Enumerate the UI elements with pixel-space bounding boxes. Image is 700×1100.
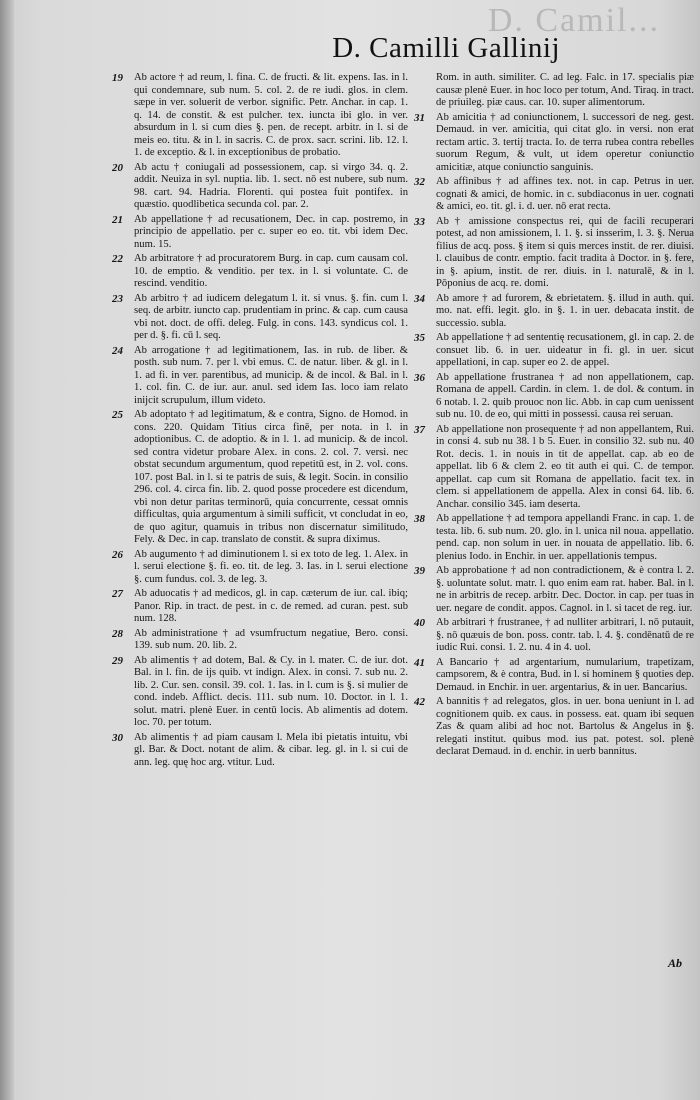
entry-text: Ab augumento † ad diminutionem l. si ex toto de leg. 1. Alex. in l. serui electione §. fi. eo. tit. de leg. 3. Ias. in l. serui electione §. cum fundus. col. 3. de leg. 3. [134, 548, 408, 585]
entry-text: Ab affinibus † ad affines tex. not. in cap. Petrus in uer. cognati & amici, de homic. in c. subdiaconus in uer. cognati & amici, eo. tit. gl. i. d. uer. nō erat recta. [436, 176, 694, 212]
bleed-through-header: D. Camil... [487, 2, 660, 39]
entry-number: 26 [112, 548, 123, 561]
entry-text: Ab arbitratore † ad procuratorem Burg. in cap. cum causam col. 10. de emptio. & venditio. per tex. in l. si voluntate. C. de rescind. venditio. [134, 253, 408, 289]
entry [112, 628, 408, 653]
entry-text: A Bancario † ad argentarium, numularium, trapetizam, campsorem, & è contra, Bud. in l. si hominem § quoties dep. Demaud. in Enchir. in uer. argentarius, & in uer. Bancarius. [436, 656, 694, 693]
entry-number: 21 [112, 213, 123, 226]
entry-text: Ab appellatione † ad tempora appellandi Franc. in cap. 1. de testa. lib. 6. sub num. 20. glo. in l. unica nil noua. appellatio. pend. cap. non solum in uer. in nouata de appellatio. lib. 6. plenius Iodo. in Enchir. in uer. appellationis tempus. [436, 513, 694, 562]
entry-text: Ab actu † coniugali ad possessionem, cap. si virgo 34. q. 2. addit. Neuiza in syl. nuptia. lib. 1. sect. nō est nubere, sub num. 98. cart. 94. Hadria. Florenti. qui postea fuit pontifex. in quæstio. quodlibetica secunda col. par. 2. [134, 161, 408, 210]
entry-text: Ab amore † ad furorem, & ebrietatem. §. illud in auth. qui. mo. nat. effi. legit. glo. in §. 1. in uer. debacata instit. de successio. subla. [436, 292, 694, 329]
entry [112, 214, 408, 252]
entry [414, 696, 694, 759]
entry-number: 28 [112, 627, 123, 640]
entry-number: 40 [414, 617, 425, 629]
entry [112, 732, 408, 770]
entry-text: Ab appellatione non prosequente † ad non appellantem, Rui. in consi 4. sub nu 38. l b 5. Euer. in consilio 32. sub nu. 40 Rot. decis. 1. in nouis in tit de appellat. cap. ab eo de appellat. lib 6 & clem 2. eo tit auth ei qui. C. de tempor. appellat. cap cum sit Romana de appellatio. facit tex. in clem. si appellationem de appella. Alex in consi 64. lib. 6. Anchar. consilio 345. iam deserta. [436, 423, 694, 510]
entry-text: Rom. in auth. similiter. C. ad leg. Falc. in 17. specialis piæ causæ plenè Euer. in hoc loco per totum, And. Tiraq. in tract. de priuileg. piæ caus. car. 10. super alimentorum. [436, 72, 694, 108]
entry-number: 27 [112, 588, 123, 600]
entry-number: 19 [112, 72, 123, 84]
entry-number: 33 [414, 215, 425, 228]
entry-number: 35 [414, 332, 425, 344]
running-header: D. Camilli Gallinij [332, 32, 560, 64]
entry-text: Ab appellatione † ad recusationem, Dec. in cap. postremo, in principio de appellatio. per c. super eo eo. tit. vbi idem Dec. num. 15. [134, 213, 408, 250]
left-column [112, 72, 408, 771]
entry [112, 293, 408, 343]
entry-number: 34 [414, 292, 425, 305]
entry-text: Ab arrogatione † ad legitimationem, Ias. in rub. de liber. & posth. sub num. 7. per l. vbi emus. C. de natur. liber. & gl. in l. 1. ad fi. in ver. parentibus, ad municip. & de incol. & Bal. in l. 1. col. fin. C. de iur. aur. anul. sed idem Ias. loco iam relato inijcit scrupulum, illum videto. [134, 344, 408, 406]
entry-text: Ab administratione † ad vsumfructum negatiue, Bero. consi. 139. sub num. 20. lib. 2. [134, 627, 408, 651]
right-column [414, 72, 694, 761]
entry-text: Ab † amissione conspectus rei, qui de facili recuperari potest, ad non amissionem, l. 1. §. si insserim, l. 3. §. Nerua filius de acq. poss. § item si quis merces instit. de rer. diuisi. l. clauibus de contr. emptio. facit tradita à Doctor. in §. fere, in §. apium, instit. de rer. diuis. in l. naturalē, & in l. Pōponius de acq. re. domi. [436, 215, 694, 289]
entry-number: 36 [414, 371, 425, 384]
entry [112, 345, 408, 408]
entry-text: Ab aduocatis † ad medicos, gl. in cap. cæterum de iur. cal. ibiq; Panor. Rip. in tract. de pest. in c. de remed. ad curan. pest. sub num. 128. [134, 588, 408, 624]
entry-number: 37 [414, 423, 425, 436]
entry [112, 588, 408, 626]
entry [414, 72, 694, 110]
entry [414, 332, 694, 370]
page-spine-shadow [0, 0, 14, 1100]
catchword: Ab [667, 956, 682, 970]
entry [112, 549, 408, 587]
entry [112, 409, 408, 547]
entry-number: 42 [414, 696, 425, 708]
entry [112, 655, 408, 730]
entry [414, 293, 694, 331]
entry-text: Ab arbitro † ad iudicem delegatum l. it. si vnus. §. fin. cum l. seq. de arbitr. iuncto cap. prudentiam in princ. & cap. cum causa vbi not. doct. de offi. deleg. Fulg. in cons. 143. syndicus col. 1. per d. §. fi. cū l. seq. [134, 292, 408, 341]
entry [414, 176, 694, 214]
entry-number: 25 [112, 409, 123, 421]
entry-number: 30 [112, 731, 123, 744]
entry-number: 32 [414, 176, 425, 188]
entry-text: Ab alimentis † ad dotem, Bal. & Cy. in l. mater. C. de iur. dot. Bal. in l. fin. de ijs quib. vt indign. Alex. in consi. 7. sub nu. 2. lib. 2. Cur. sen. consil. 39. col. 1. Ias. in l. cum is §. si mulier de cond. indeb. Afflict. decis. 111. sub num. 10. Doctor. in l. 1. solut. matri. plenè Euer. in centū locis. Ab alimentis ad dotem. loc. 70. per totum. [134, 654, 408, 728]
entry-text: Ab amicitia † ad coniunctionem, l. successori de neg. gest. Demaud. in ver. amicitia, qui citat glo. in versi. non erat rectam artic. 3. tertij tracta. Io. de terra rubea contra rebelles suorum Regum, & vult, ut idem operetur coniunctio amicitiæ, atque coniunctio sanguinis. [436, 111, 694, 173]
entry-number: 41 [414, 656, 425, 669]
entry-text: A bannitis † ad relegatos, glos. in uer. bona ueniunt in l. ad cognitionem quib. ex caus. in possess. eat. quam ibi sequen Zas & quam alibi ad hoc not. Bartolus & Angelus in §. relegati institut. quibus mod. ius pat. potest. sol. plenè declarat Demaud. in d. enchir. in uerb bannitus. [436, 696, 694, 757]
entry-number: 24 [112, 344, 123, 357]
entry-text: Ab adoptato † ad legitimatum, & e contra, Signo. de Homod. in cons. 220. Quidam Titius circa finē, per nota. in l. in adoptionibus. C. de adoptio. & in l. 1. ad municip. & de incol. sed contra videtur probare Alex. in cons. 2. col. 7. versi. nec obstat secundum argumentum, quod repetitū est, in 2. vol. cons. 107. post Bal. in l. si te patris de suis, & legit. Socin. in consilio 296. col. 4. circa fin. lib. 2. quod posse procedere est dicendum, vbi non detur paritas terminorū, quia concurrente, cessat omnis difficultas, quia argumentum à simili sufficit, vt concludat in eo, de quo agitur, quamuis in tribus non discernatur similitudo, Fely. & Dec. in cap. translato de constit. & supra diximus. [134, 409, 408, 545]
entry-number: 29 [112, 654, 123, 667]
entry [414, 565, 694, 615]
entry [414, 372, 694, 422]
entry [112, 253, 408, 291]
entry-text: Ab actore † ad reum, l. fina. C. de fructi. & lit. expens. Ias. in l. qui condemnare, sub num. 5. col. 2. de re iudi. glos. in clem. sæpe in ver. soluerit de verbor. signific. Petr. Anchar. in cap. 1. q. 14. de constit. & est pulcher. tex. iuncta ibi glo. in ver. absurdum in l. si cum dies §. pen. de recept. arbitr. in l. si de meis eo. titu. & in l. in sacris. C. de prox. sacr. scrini. lib. 12. l. 1. de exceptio. & l. in exceptionibus de probatio. [134, 72, 408, 158]
entry-number: 23 [112, 292, 123, 305]
entry-number: 20 [112, 161, 123, 174]
entry [414, 112, 694, 175]
entry [414, 617, 694, 655]
entry-text: Ab arbitrari † frustranee, † ad nulliter arbitrari, l. nō putauit, §. nō quæuis de bon. poss. contr. tab. l. 4. §. condēnatū de re iudic Rui. consi. 1. 2. nu. 4 in 4. uol. [436, 617, 694, 653]
entry [112, 162, 408, 212]
entry-number: 31 [414, 111, 425, 124]
entry [414, 513, 694, 563]
entry-number: 22 [112, 253, 123, 265]
entry-text: Ab alimentis † ad piam causam l. Mela ibi pietatis intuitu, vbi gl. Bar. & Doct. notant de alim. & cibar. leg. gl. in l. si cui de ann. leg. quę hoc arg. vtitur. Lud. [134, 731, 408, 768]
entry-number: 38 [414, 513, 425, 525]
entry-text: Ab approbatione † ad non contradictionem, & è contra l. 2. §. uoluntate solut. matr. l. quo enim eam rat. haber. Bal. in l. ne in arbitris de recep. arbitr. Dec. Doctor. in cap. per tuas in uer. negare de condit. appos. Cagnol. in l. si tacet de reg. iur. [436, 565, 694, 614]
entry-text: Ab appellatione † ad sententię recusationem, gl. in cap. 2. de consuet lib. 6. in uer. uideatur in fi. gl. in uer. sicut appellationi, in cap. super eo 2. de appel. [436, 332, 694, 368]
entry [414, 424, 694, 512]
entry-number: 39 [414, 565, 425, 577]
entry [112, 72, 408, 160]
entry [414, 216, 694, 291]
entry [414, 657, 694, 695]
entry-text: Ab appellatione frustranea † ad non appellationem, cap. Romana de appell. Cardin. in clem. 1. de dol. & contum. in 6 notab. l. 2. quib prouoc non lic. Abb. in cap cum uenissent sub nu. 10. de eo, qui mitti in possessi. causa rei seruan. [436, 371, 694, 420]
